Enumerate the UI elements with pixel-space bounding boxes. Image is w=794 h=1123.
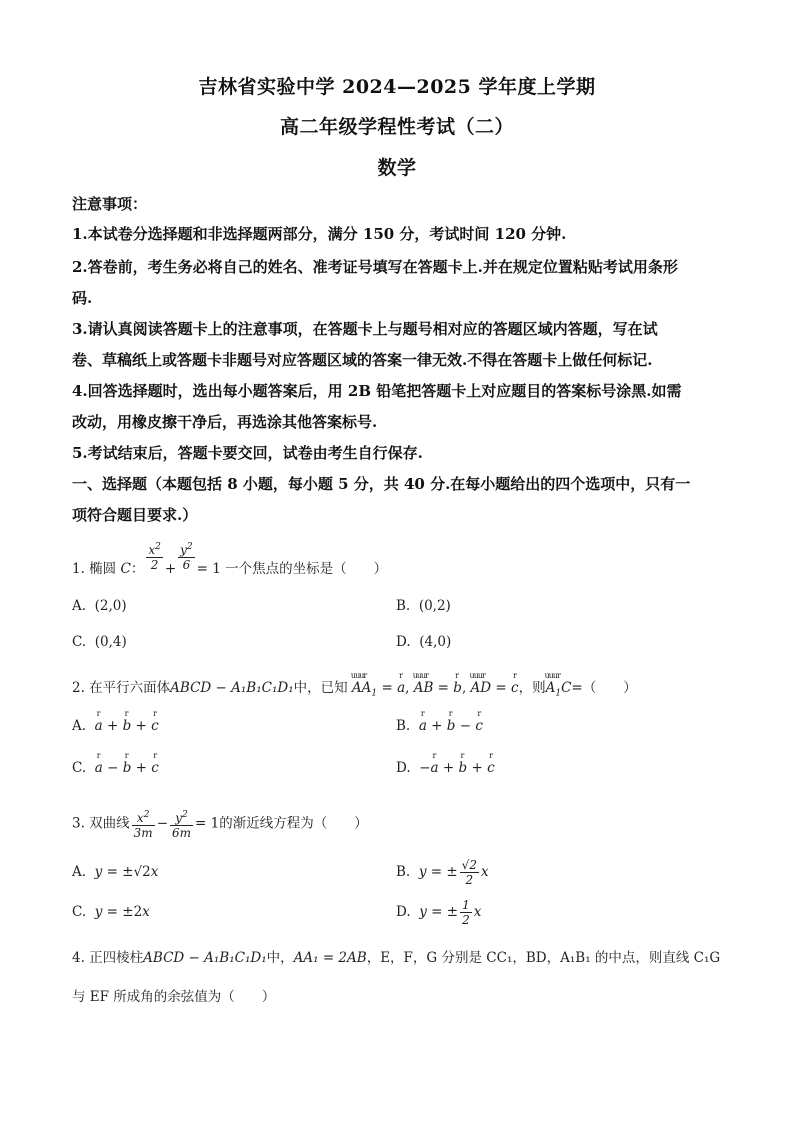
- q3-option-c[interactable]: C. y = ±2x: [72, 904, 150, 920]
- question-2: 2. 在平行六面体ABCD − A₁B₁C₁D₁中，已知 uuur $AA_1 = r$ a, uuur AB = r b, uuur AD = r c，则uuur $A_1C=$（ ）: [72, 676, 637, 699]
- q3-option-d[interactable]: D. y = ± $\frac{1}{2}$ x: [396, 898, 482, 927]
- q1-option-a[interactable]: A. (2,0): [72, 598, 127, 614]
- notes-heading: 注意事项：: [72, 195, 148, 213]
- section-1-line2: 项符合题目要求.）: [72, 506, 198, 524]
- note-2b: 码.: [72, 289, 93, 307]
- subject-title: 数学: [377, 157, 417, 179]
- note-5: 5.考试结束后，答题卡要交回，试卷由考生自行保存.: [72, 444, 423, 462]
- q1-option-c[interactable]: C. (0,4): [72, 634, 127, 650]
- question-4-line2: 与 EF 所成角的余弦值为（ ）: [72, 989, 276, 1005]
- q1-option-b[interactable]: B. (0,2): [396, 598, 451, 614]
- exam-subtitle: 高二年级学程性考试（二）: [279, 116, 514, 138]
- q2-option-a[interactable]: A. r a + r b + r c: [72, 718, 159, 734]
- note-1: 1.本试卷分选择题和非选择题两部分，满分 150 分，考试时间 120 分钟.: [72, 225, 567, 243]
- q3-option-b[interactable]: B. y = ± $\frac{√2}{2}$ x: [396, 858, 489, 887]
- exam-title: 吉林省实验中学 2024—2025 学年度上学期: [198, 76, 596, 98]
- note-2a: 2.答卷前，考生务必将自己的姓名、准考证号填写在答题卡上.并在规定位置粘贴考试用条形: [72, 258, 678, 276]
- note-3a: 3.请认真阅读答题卡上的注意事项，在答题卡上与题号相对应的答题区域内答题，写在试: [72, 320, 658, 338]
- note-3b: 卷、草稿纸上或答题卡非题号对应答题区域的答案一律无效.不得在答题卡上做任何标记.: [72, 351, 653, 369]
- q1-c: C: [120, 561, 131, 577]
- q2-option-c[interactable]: C. r a − r b + r c: [72, 760, 159, 776]
- q2-option-b[interactable]: B. r a + r b − r c: [396, 718, 483, 734]
- q1-prefix: 1. 椭圆: [72, 561, 117, 577]
- section-1-line1: 一、选择题（本题包括 8 小题，每小题 5 分，共 40 分.在每小题给出的四个选项中，只有一: [72, 475, 691, 493]
- q2-option-d[interactable]: D. −r a + r b + r c: [396, 760, 495, 776]
- question-4-line1: 4. 正四棱柱ABCD − A₁B₁C₁D₁中，AA₁ = 2AB，E，F，G 分别是 CC₁，BD，A₁B₁ 的中点，则直线 C₁G: [72, 950, 721, 966]
- note-4a: 4.回答选择题时，选出每小题答案后，用 2B 铅笔把答题卡上对应题目的答案标号涂黑.如需: [72, 382, 682, 400]
- q1-suffix: 一个焦点的坐标是（ ）: [225, 561, 388, 577]
- question-1: 1. 椭圆 C： $\frac{x^2}{2}$ + $\frac{y^2}{6}$ = 1 一个焦点的坐标是（ ）: [72, 542, 388, 577]
- q3-option-a[interactable]: A. y = ±√2x: [72, 864, 159, 880]
- q1-option-d[interactable]: D. (4,0): [396, 634, 452, 650]
- note-4b: 改动，用橡皮擦干净后，再选涂其他答案标号.: [72, 413, 378, 431]
- question-3: 3. 双曲线 $\frac{x^2}{3m}$ − $\frac{y^2}{6m}$ = 1的渐近线方程为（ ）: [72, 810, 368, 840]
